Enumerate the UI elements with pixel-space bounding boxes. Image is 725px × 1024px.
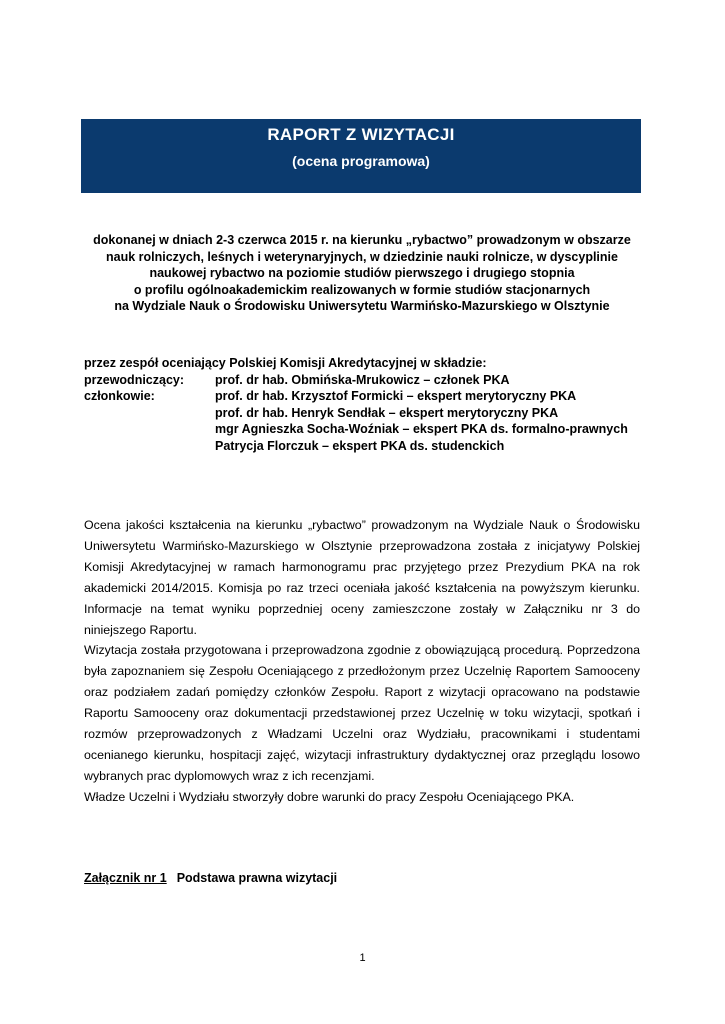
team-member-row [84,405,684,422]
paragraph: Ocena jakości kształcenia na kierunku „rybactwo” prowadzonym na Wydziale Nauk o Środowisku Uniwersytetu Warmińsko-Mazurskiego w Olsztynie przeprowadzona została z inicjatywy Polskiej Komisji Akredytacyjnej w ramach harmonogramu prac przyjętego przez Prezydium PKA na rok akademicki 2014/2015. Komisja po raz trzeci oceniała jakość kształcenia na powyższym kierunku. Informacje na temat wyniku poprzedniej oceny zamieszczone zostały w Załączniku nr 3 do niniejszego Raportu. [84,518,640,637]
report-subtitle: (ocena programowa) [292,153,430,169]
paragraph: Wizytacja została przygotowana i przeprowadzona zgodnie z obowiązującą procedurą. Poprzedzona była zapoznaniem się Zespołu Oceniającego z przedłożonym przez Uczelnię Raportem Samooceny oraz podziałem zadań pomiędzy członków Zespołu. Raport z wizytacji opracowano na podstawie Raportu Samooceny oraz dokumentacji przedstawionej przez Uczelnię w toku wizytacji, spotkań i rozmów przeprowadzonych z Władzami Uczelni oraz Wydziału, pracownikami i studentami ocenianego kierunku, hospitacji zajęć, wizytacji infrastruktury dydaktycznej oraz przeglądu losowo wybranych prac dyplomowych wraz z ich recenzjami. [84,643,640,783]
intro-line: na Wydziale Nauk o Środowisku Uniwersytetu Warmińsko-Mazurskiego w Olsztynie [114,299,610,314]
member-name: mgr Agnieszka Socha-Woźniak – ekspert PKA ds. formalno-prawnych [215,422,628,437]
team-member-row [84,388,684,405]
annex-heading [84,871,337,885]
page-number: 1 [359,952,366,964]
annex-title: Podstawa prawna wizytacji [176,871,338,885]
team-heading: przez zespół oceniający Polskiej Komisji Akredytacyjnej w składzie: [84,356,487,370]
team-block [84,355,684,455]
report-title-box [81,119,641,193]
team-chair-row [84,372,684,389]
intro-block [84,232,640,315]
intro-line: dokonanej w dniach 2-3 czerwca 2015 r. na kierunku „rybactwo” prowadzonym w obszarze [93,233,631,247]
annex-label: Załącznik nr 1 [84,871,167,885]
chair-name: prof. dr hab. Obmińska-Mrukowicz – członek PKA [215,372,510,387]
intro-line: o profilu ogólnoakademickim realizowanych w formie studiów stacjonarnych [133,282,591,297]
body-text [84,515,640,808]
team-member-row [84,438,684,455]
member-name: Patrycja Florczuk – ekspert PKA ds. studenckich [215,438,505,453]
intro-line: naukowej rybactwo na poziomie studiów pierwszego i drugiego stopnia [149,266,575,281]
report-title: RAPORT Z WIZYTACJI [267,125,455,144]
intro-line: nauk rolniczych, leśnych i weterynaryjnych, w dziedzinie nauki rolnicze, w dyscyplinie [106,249,618,264]
member-name: prof. dr hab. Henryk Sendłak – ekspert merytoryczny PKA [215,405,559,420]
team-member-row [84,421,684,438]
member-name: prof. dr hab. Krzysztof Formicki – ekspert merytoryczny PKA [215,389,577,404]
chair-label: przewodniczący: [84,372,185,387]
members-label: członkowie: [84,389,155,404]
paragraph: Władze Uczelni i Wydziału stworzyły dobre warunki do pracy Zespołu Oceniającego PKA. [84,789,575,804]
